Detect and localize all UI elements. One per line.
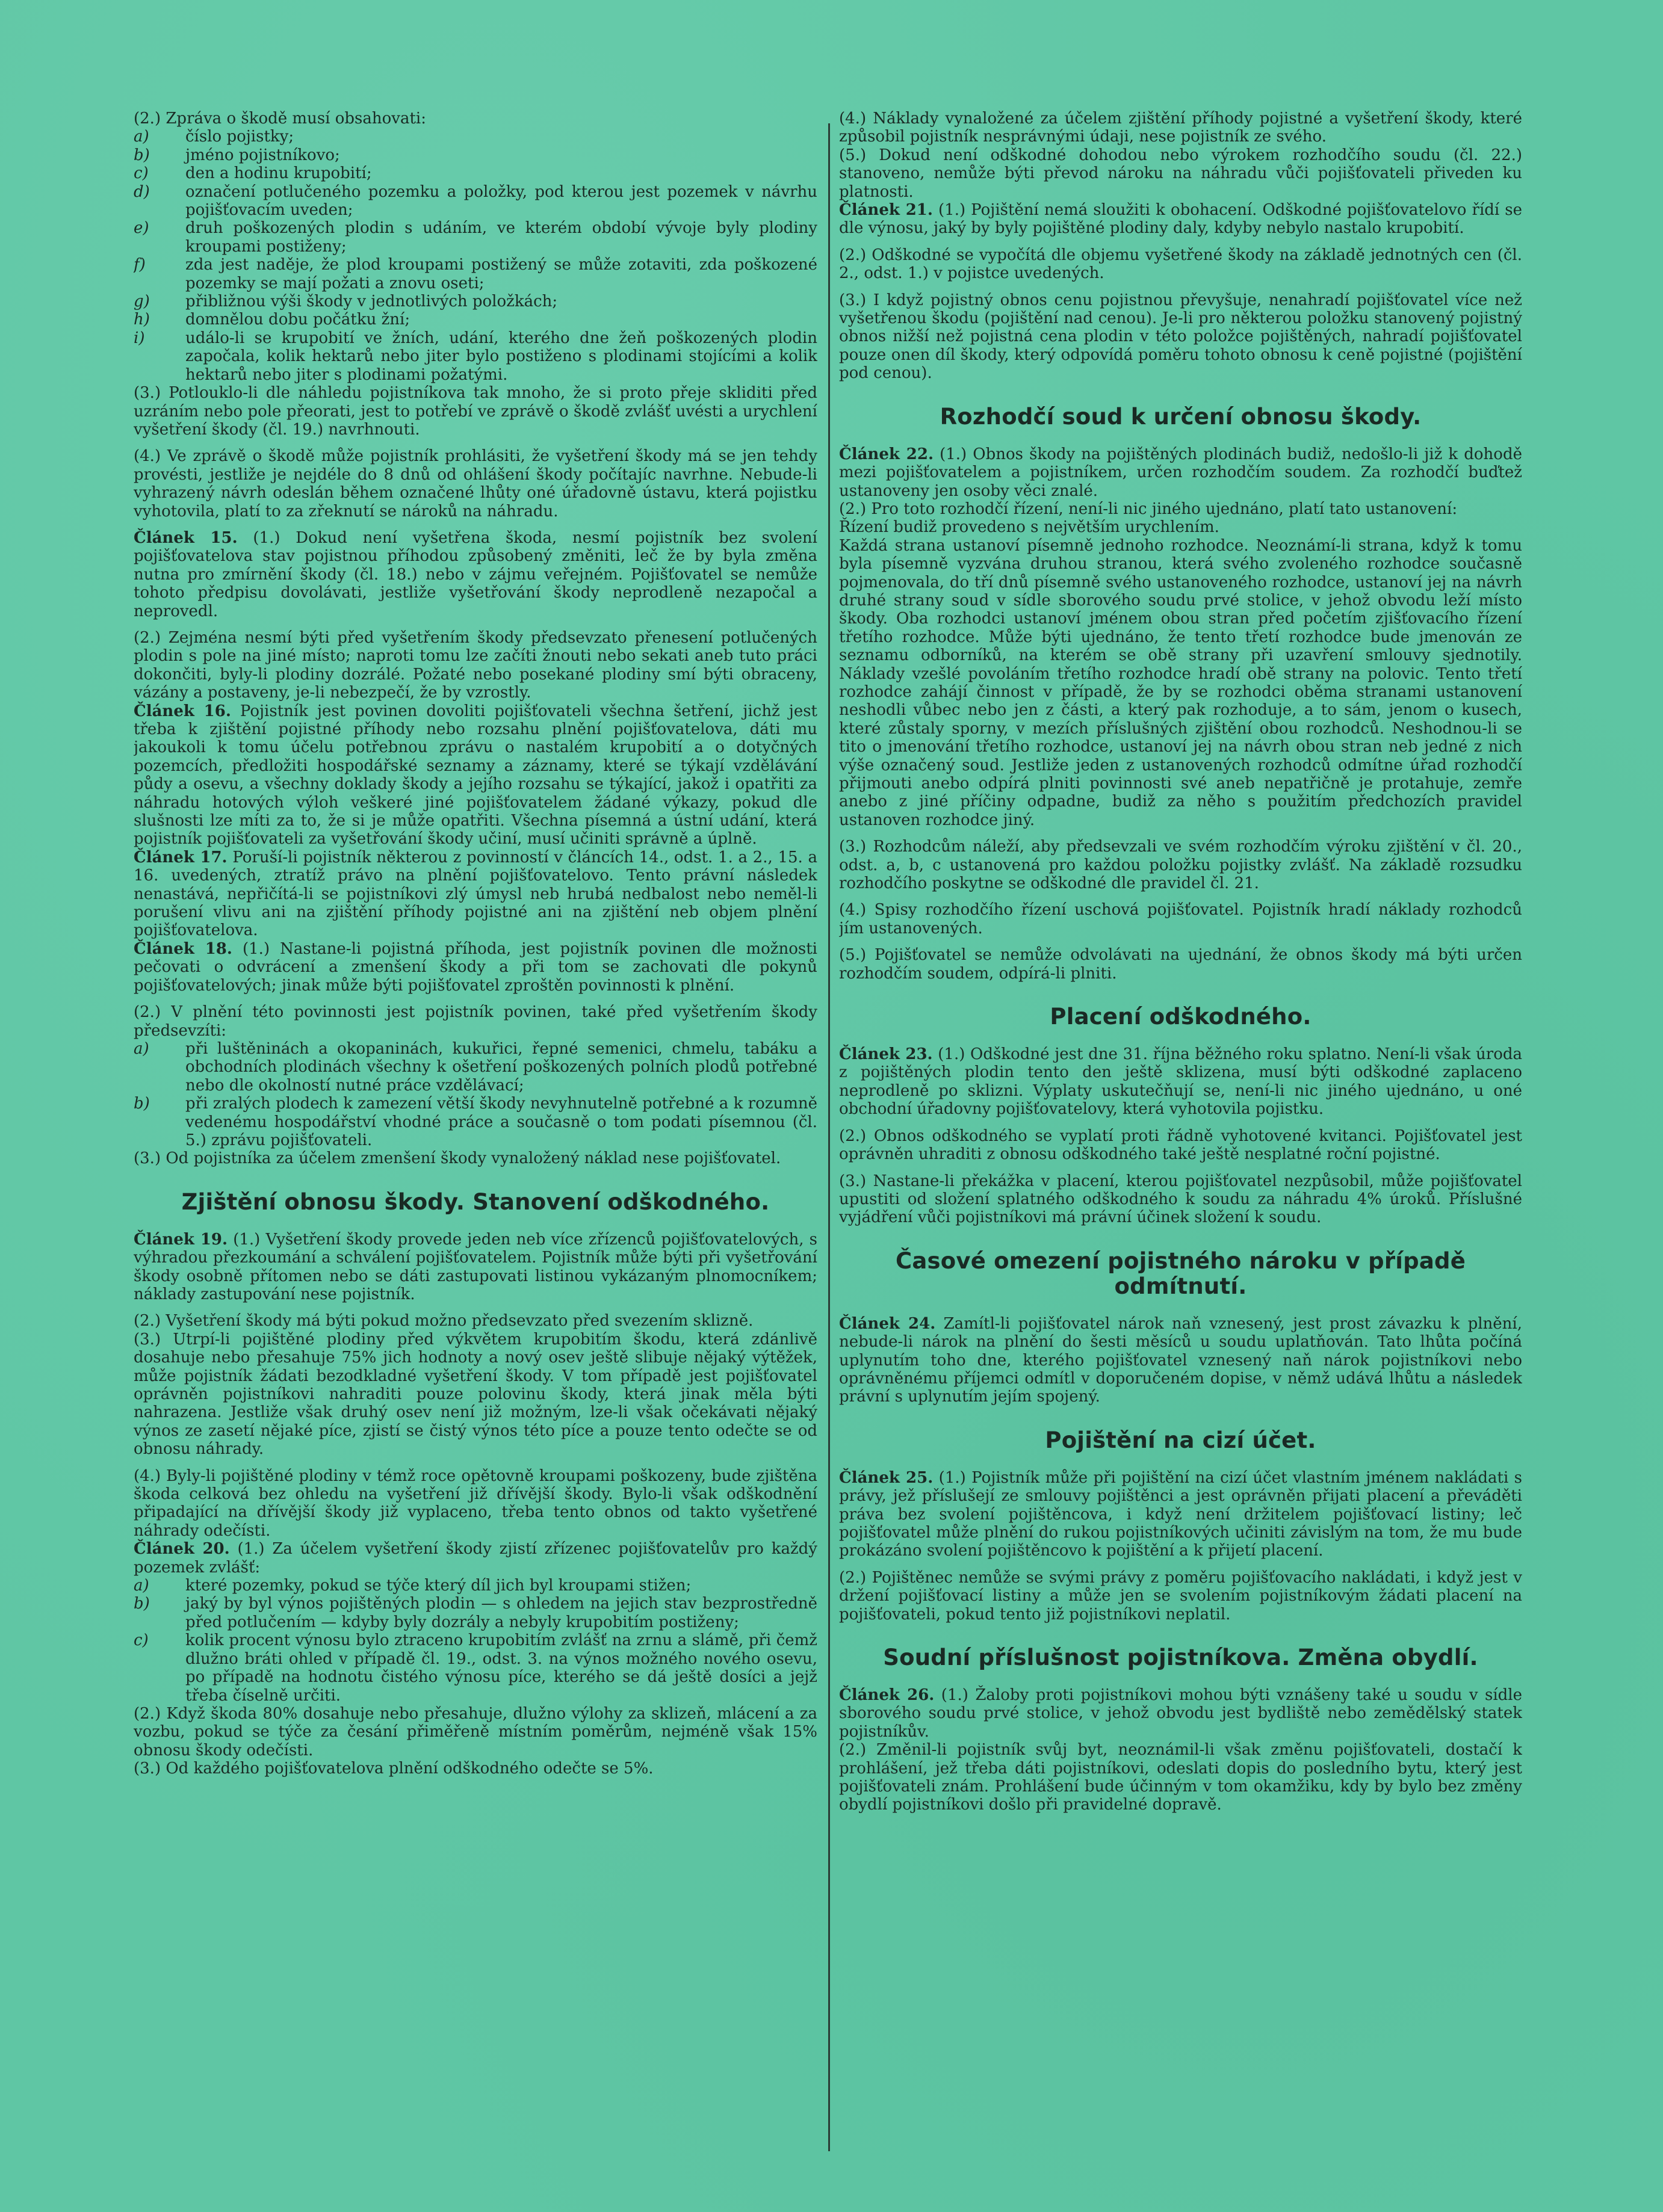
paragraph <box>839 1741 1522 1814</box>
article-label: Článek 23. <box>839 1045 933 1064</box>
paragraph-text: (1.) Vyšetření škody provede jeden neb více zřízenců pojišťovatelových, s výhradou přezkoumání a schválení pojišťovatelem. Pojistník může býti při vyšetřování škody osobně přítomen nebo se dáti zastupovati listinou vykázaným plnomocníkem; náklady zastupování nese pojistník. <box>134 1230 817 1303</box>
list-marker: i) <box>134 329 145 347</box>
list-item-text: jméno pojistníkovo; <box>185 146 340 164</box>
list-marker: c) <box>134 164 149 183</box>
paragraph <box>134 110 817 128</box>
paragraph-gap <box>134 1459 817 1467</box>
paragraph <box>839 946 1522 983</box>
paragraph-gap <box>839 283 1522 291</box>
article-label: Článek 17. <box>134 848 228 867</box>
paragraph <box>839 1569 1522 1623</box>
paragraph-text: (5.) Dokud není odškodné dohodou nebo výrokem rozhodčího soudu (čl. 22.) stanoveno, nemůže býti převod nároku na náhradu vůči pojišťovateli přiveden ku platnosti. <box>839 146 1522 201</box>
section-heading: Placení odškodného. <box>1050 1004 1312 1030</box>
paragraph <box>839 1127 1522 1164</box>
paragraph-text: (5.) Pojišťovatel se nemůže odvolávati na ujednání, že obnos škody má býti určen rozhodčím soudem, odpírá-li plniti. <box>839 946 1522 983</box>
article-label: Článek 22. <box>839 445 934 463</box>
paragraph-text: Každá strana ustanoví písemně jednoho rozhodce. Neoznámí-li strana, když k tomu byla písemně vyzvána druhou stranou, která svého zvoleného rozhodce současně pojmenovala, do tří dnů písemně svého ustanoveného rozhodce, ustanoví jej na návrh druhé strany soud v sídle sborového soudu prvé stolice, v jehož obvodu leží místo škody. Oba rozhodci ustanoví jménem obou stran před početím zjišťovacího řízení třetího rozhodce. Může býti ujednáno, že tento třetí rozhodce bude jmenován ze seznamu odborníků, na kterém se obě strany při uzavření smlouvy sjednotily. Náklady vzešlé povoláním třetího rozhodce hradí obě strany na polovic. Tento třetí rozhodce zahájí činnost v případě, že by se rozhodci oběma stranami ustanovení neshodli vůbec nebo jen z části, a který pak rozhoduje, a to sám, jenom o kusech, které zůstaly sporny, v mezích příslušných zjištění obou rozhodců. Neshodnou-li se tito o jmenování třetího rozhodce, ustanoví jej na návrh obou stran neb jedné z nich výše označený soud. Jestliže jeden z ustanovených rozhodců odmítne úřad rozhodčí přijmouti anebo odpírá plniti povinnosti své aneb nepatřičně je protahuje, zemře anebo z jiné příčiny odpadne, budiž za něho s použitím předchozích pravidel ustanoven rozhodce jiný. <box>839 536 1522 829</box>
left-column <box>134 110 817 2180</box>
paragraph-text: (1.) Žaloby proti pojistníkovi mohou býti vznášeny také u soudu v sídle sborového soudu prvé stolice, v jehož obvodu jest bydliště nebo zemědělský statek pojistníkův. <box>839 1686 1522 1741</box>
list-item <box>134 256 817 292</box>
paragraph <box>839 110 1522 146</box>
paragraph-text: (1.) Za účelem vyšetření škody zjistí zřízenec pojišťovatelův pro každý pozemek zvlášť: <box>134 1540 817 1577</box>
paragraph <box>839 500 1522 518</box>
section-heading: Rozhodčí soud k určení obnosu škody. <box>940 403 1422 430</box>
list-item-text: při luštěninách a okopaninách, kukuřici, řepné semenici, chmelu, tabáku a obchodních plodinách všechny k ošetření poškozených polních plodů potřebné nebo dle okolností nutné práce vzdělávací; <box>185 1039 817 1095</box>
paragraph-text: (4.) Byly-li pojištěné plodiny v témž roce opětovně kroupami poškozeny, bude zjištěna škoda celková bez ohledu na vyšetření již dřívější škody. Bylo-li však odškodnění připadající na dřívější škody již vyplaceno, třeba tento obnos od takto vyšetřené náhrady odečísti. <box>134 1466 817 1540</box>
paragraph-text: (3.) Nastane-li překážka v placení, kterou pojišťovatel nezpůsobil, může pojišťovatel upustiti od složení splatného odškodného k soudu za náhradu 4% úroků. Příslušné vyjádření vůči pojistníkovi má právní účinek složení k soudu. <box>839 1172 1522 1227</box>
list-marker: g) <box>134 292 150 311</box>
article-paragraph <box>839 1469 1522 1560</box>
article-label: Článek 20. <box>134 1540 230 1559</box>
paragraph-text: (3.) Od každého pojišťovatelova plnění odškodného odečte se 5%. <box>134 1759 654 1778</box>
paragraph-gap <box>134 995 817 1003</box>
list-item <box>134 1040 817 1095</box>
article-label: Článek 16. <box>134 702 231 720</box>
list-item-text: den a hodinu krupobití; <box>185 164 372 183</box>
paragraph-text: (2.) Zpráva o škodě musí obsahovati: <box>134 110 426 128</box>
paragraph-text: (2.) Pro toto rozhodčí řízení, není-li nic jiného ujednáno, platí tato ustanovení: <box>839 499 1458 518</box>
list-item-text: označení potlučeného pozemku a položky, pod kterou jest pozemek v návrhu pojišťovacím uveden; <box>185 182 817 220</box>
paragraph-text: Řízení budiž provedeno s největším urychlením. <box>839 518 1219 537</box>
article-label: Článek 15. <box>134 528 238 547</box>
paragraph-text: (4.) Náklady vynaložené za účelem zjištění příhody pojistné a vyšetření škody, které způsobil pojistník nesprávnými údaji, nese pojistník ze svého. <box>839 110 1522 146</box>
paragraph-text: (1.) Dokud není vyšetřena škoda, nesmí pojistník bez svolení pojišťovatelova stav pojistnou příhodou způsobený změniti, leč že by byla změna nutna pro zmírnění škody (čl. 18.) nebo v zájmu veřejném. Pojišťovatel se nemůže tohoto předpisu dovolávati, jestliže vyšetřování škody neprodleně nezapočal a neprovedl. <box>134 528 817 620</box>
section-heading: Soudní příslušnost pojistníkova. Změna obydlí. <box>883 1645 1478 1670</box>
list-item <box>134 146 817 164</box>
list-item <box>134 183 817 220</box>
list-marker: b) <box>134 146 150 164</box>
paragraph-text: (3.) I když pojistný obnos cenu pojistnou převyšuje, nenahradí pojišťovatel více než vyšetřenou škodu (pojištění nad cenou). Je-li pro některou položku stanovený pojistný obnos nižší než pojistná cena plodin v této položce pojištěných, nahradí pojišťovatel pouze onen díl škody, který odpovídá poměru tohoto obnosu k ceně pojistné (pojištění pod cenou). <box>839 291 1522 383</box>
list-marker: e) <box>134 219 149 238</box>
paragraph <box>839 537 1522 830</box>
article-paragraph <box>134 1540 817 1577</box>
article-label: Článek 18. <box>134 939 232 958</box>
paragraph-text: (2.) V plnění této povinnosti jest pojistník povinen, také před vyšetřením škody předsevzíti: <box>134 1003 817 1040</box>
paragraph-text: Zamítl-li pojišťovatel nárok naň vznesený, jest prost závazku k plnění, nebude-li nárok na plnění do šesti měsíců u soudu uplatňován. Tato lhůta počíná uplynutím toho dne, kterého pojišťovatel vznesený naň nárok pojistníkovi nebo oprávněnému příjemci odmítl v doporučeném dopise, v němž udává lhůtu a následek právní s uplynutím jejím spojený. <box>839 1314 1522 1406</box>
article-paragraph <box>839 1315 1522 1406</box>
paragraph-text: (2.) Odškodné se vypočítá dle objemu vyšetřené škody na základě jednotných cen (čl. 2., odst. 1.) v pojistce uvedených. <box>839 246 1522 283</box>
list-item <box>134 1577 817 1595</box>
paragraph-gap <box>839 1560 1522 1569</box>
paragraph <box>839 246 1522 283</box>
list-item-text: zda jest naděje, že plod kroupami postižený se může zotaviti, zda poškozené pozemky se mají požati a znovu oseti; <box>185 256 817 292</box>
list-marker: c) <box>134 1631 149 1650</box>
list-item <box>134 329 817 384</box>
paragraph-text: Poruší-li pojistník některou z povinností v článcích 14., odst. 1. a 2., 15. a 16. uvedených, ztratíž právo na plnění pojišťovatelovo. Tento právní následek nenastává, nepřičítá-li se pojistníkovi zlý úmysl neb hrubá nedbalost nebo neměl-li porušení vlivu ani na zjištění příhody pojistné ani na zjištění neb objem plnění pojišťovatelova. <box>134 848 817 940</box>
list-item <box>134 128 817 146</box>
list-marker: a) <box>134 1577 149 1595</box>
paragraph <box>839 838 1522 892</box>
paragraph-text: (3.) Rozhodcům náleží, aby předsevzali ve svém rozhodčím výroku zjištění v čl. 20., odst. a, b, c ustanovená pro každou položku pojistky zvlášť. Na základě rozsudku rozhodčího poskytne se odškodné dle pravidel čl. 21. <box>839 838 1522 893</box>
paragraph-gap <box>839 238 1522 246</box>
paragraph-gap <box>134 620 817 629</box>
section-heading: Zjištění obnosu škody. Stanovení odškodného. <box>181 1188 770 1215</box>
right-column <box>839 110 1522 2180</box>
paragraph-gap <box>839 892 1522 901</box>
column-divider <box>828 123 830 2151</box>
article-label: Článek 26. <box>839 1686 935 1704</box>
paragraph-text: (4.) Ve zprávě o škodě může pojistník prohlásiti, že vyšetření škody má se jen tehdy provésti, jestliže je nejdéle do 8 dnů od ohlášení škody počítajíc navrhne. Nebude-li vyhrazený návrh odeslán během označené lhůty oné úřadovně ústavu, která pojistku vyhotovila, platí to za zřeknutí se nároků na náhradu. <box>134 447 817 521</box>
article-paragraph <box>839 445 1522 500</box>
list-item-text: při zralých plodech k zamezení větší škody nevyhnutelně potřebné a k rozumně vedenému hospodářství vhodné práce a současně o tom podati písemnou (čl. 5.) zprávu pojišťovateli. <box>185 1095 817 1149</box>
paragraph <box>134 1467 817 1540</box>
list-item <box>134 310 817 329</box>
paragraph-text: (2.) Pojištěnec nemůže se svými právy z poměru pojišťovacího nakládati, i když jest v držení pojišťovací listiny a může jen se svolením pojistníkovým žádati placení na pojišťovateli, pokud tento již pojistníkovi neplatil. <box>839 1568 1522 1623</box>
paragraph <box>134 1330 817 1459</box>
paragraph-gap <box>839 1119 1522 1127</box>
list-marker: f) <box>134 256 146 274</box>
article-paragraph <box>839 201 1522 238</box>
article-label: Článek 24. <box>839 1314 936 1333</box>
paragraph-gap <box>134 521 817 529</box>
paragraph-text: (2.) Změnil-li pojistník svůj byt, neoznámil-li však změnu pojišťovateli, dostačí k prohlášení, jež třeba dáti pojistníkovi, odeslati dopis do posledního bytu, který jest pojišťovateli znám. Prohlášení bude účinným v tom okamžiku, kdy by bylo bez změny obydlí pojistníkovi došlo při pravidelné dopravě. <box>839 1741 1522 1814</box>
paragraph <box>134 629 817 702</box>
list-marker: d) <box>134 182 150 201</box>
list-item <box>134 1095 817 1149</box>
article-paragraph <box>134 1231 817 1304</box>
paragraph-text: (2.) Vyšetření škody má býti pokud možno předsevzato před svezením sklizně. <box>134 1312 754 1330</box>
paragraph-text: (3.) Potlouklo-li dle náhledu pojistníkova tak mnoho, že si proto přeje skliditi před uzráním nebo pole přeorati, jest to potřebí ve zprávě o škodě zvlášť uvésti a urychlení vyšetření škody (čl. 19.) navrhnouti. <box>134 384 817 439</box>
paragraph-text: (4.) Spisy rozhodčího řízení uschová pojišťovatel. Pojistník hradí náklady rozhodců jím ustanovených. <box>839 901 1522 938</box>
list-marker: b) <box>134 1095 150 1113</box>
list-item <box>134 1595 817 1631</box>
paragraph-gap <box>839 1164 1522 1172</box>
paragraph <box>134 1003 817 1040</box>
list-item-text: událo-li se krupobití ve žních, udání, kterého dne žeň poškozených plodin započala, kolik hektarů nebo jiter bylo postiženo s plodinami stojícími a kolik hektarů nebo jiter s plodinami požatými. <box>185 329 817 384</box>
paragraph <box>839 146 1522 201</box>
paragraph-gap <box>839 938 1522 946</box>
paragraph <box>134 384 817 439</box>
article-paragraph <box>134 848 817 940</box>
paragraph <box>839 901 1522 938</box>
paragraph <box>839 291 1522 383</box>
list-item-text: druh poškozených plodin s udáním, ve kterém období vývoje byly plodiny kroupami postiženy; <box>185 219 817 256</box>
paragraph-text: (1.) Pojistník může při pojištění na cizí účet vlastním jménem nakládati s právy, jež příslušejí ze smlouvy pojištěnci a jest oprávněn přijati placení a převáděti práva bez svolení pojištěncova, i když není držitelem pojišťovací listiny; leč pojišťovatel může plnění do rukou pojistníkových učiniti závislým na tom, že mu bude prokázáno svolení pojištěncovo k pojištění a k přijetí placení. <box>839 1468 1522 1560</box>
list-marker: a) <box>134 1039 149 1058</box>
paragraph <box>134 447 817 521</box>
paragraph-text: (3.) Utrpí-li pojištěné plodiny před výkvětem krupobitím škodu, která zdánlivě dosahuje nebo přesahuje 75% jich hodnoty a nový osev ještě slibuje nějaký výtěžek, může pojistník žádati bezodkladné vyšetření škody. V tom případě jest pojišťovatel oprávněn pojistníkovi nahraditi pouze polovinu škody, která jinak měla býti nahrazena. Jestliže však druhý osev není již možným, lze-li však očekávati nějaký výnos ze zasetí nějaké píce, zjistí se čistý výnos této píce a pouze tento odečte se od obnosu náhrady. <box>134 1330 817 1459</box>
list-item <box>134 292 817 310</box>
article-paragraph <box>839 1686 1522 1741</box>
paragraph <box>839 1172 1522 1227</box>
article-label: Článek 19. <box>134 1230 228 1249</box>
article-paragraph <box>134 529 817 620</box>
paragraph-text: (2.) Zejména nesmí býti před vyšetřením škody předsevzato přenesení potlučených plodin s pole na jiné místo; naproti tomu lze začíti žnouti nebo sekati aneb tuto práci dokončiti, byly-li plodiny dozrálé. Požaté nebo posekané plodiny smí býti obraceny, vázány a postaveny, je-li nebezpečí, že by vzrostly. <box>134 628 817 702</box>
article-label: Článek 21. <box>839 201 933 220</box>
article-label: Článek 25. <box>839 1468 934 1487</box>
section-heading: Časové omezení pojistného nároku v případě odmítnutí. <box>896 1247 1466 1299</box>
list-marker: h) <box>134 310 150 329</box>
paragraph <box>134 1312 817 1330</box>
paragraph-text: (3.) Od pojistníka za účelem zmenšení škody vynaložený náklad nese pojišťovatel. <box>134 1149 781 1168</box>
paragraph-gap <box>839 829 1522 838</box>
list-item-text: kolik procent výnosu bylo ztraceno krupobitím zvlášť na zrnu a slámě, při čemž dlužno bráti ohled v případě čl. 19., odst. 3. na výnos možného nového osevu, po případě na hodnotu čistého výnosu píce, kterého se dá ještě dosíci a jejž třeba číselně určiti. <box>185 1631 817 1705</box>
section-heading: Pojištění na cizí účet. <box>1045 1427 1316 1453</box>
paragraph <box>134 1705 817 1759</box>
list-marker: a) <box>134 128 149 146</box>
list-item-text: číslo pojistky; <box>185 128 294 146</box>
list-item-text: domnělou dobu počátku žní; <box>185 310 410 329</box>
paragraph-text: Pojistník jest povinen dovoliti pojišťovateli všechna šetření, jichž jest třeba k zjištění pojistné příhody nebo rozsahu plnění pojišťovatelova, dáti mu jakoukoli k tomu účelu potřebnou zprávu o nastalém krupobití a o dotyčných pozemcích, předložiti hospodářské seznamy a záznamy, které se týkají vzdělávání půdy a osevu, a všechny doklady škody a jejího rozsahu se týkající, jakož i opatřiti za náhradu hotových výloh veškeré jiné pojišťovatelem žádané výkazy, pokud dle slušnosti lze míti za to, že si je může opatřiti. Všechna písemná a ústní udání, která pojistník pojišťovateli za vyšetřování škody učiní, musí učiniti správně a úplně. <box>134 702 817 848</box>
list-item <box>134 1631 817 1705</box>
paragraph <box>839 518 1522 536</box>
paragraph-gap <box>134 1303 817 1312</box>
list-item <box>134 219 817 256</box>
paragraph-text: (1.) Odškodné jest dne 31. října běžného roku splatno. Není-li však úroda z pojištěných plodin tento den ještě sklizena, musí býti odškodné zaplaceno neprodleně po sklizni. Výplaty uskutečňují se, není-li nic jiného ujednáno, u oné obchodní úřadovny pojišťovatelovy, která vyhotovila pojistku. <box>839 1045 1522 1119</box>
list-item-text: které pozemky, pokud se týče který díl jich byl kroupami stižen; <box>185 1577 692 1595</box>
paragraph-gap <box>134 439 817 447</box>
paragraph <box>134 1759 817 1778</box>
list-item <box>134 164 817 182</box>
paragraph-text: (1.) Pojištění nemá sloužiti k obohacení. Odškodné pojišťovatelovo řídí se dle výnosu, jaký by byly pojištěné plodiny daly, kdyby nebylo nastalo krupobití. <box>839 201 1522 238</box>
article-paragraph <box>134 702 817 848</box>
article-paragraph <box>134 940 817 995</box>
paragraph-text: (2.) Obnos odškodného se vyplatí proti řádně vyhotovené kvitanci. Pojišťovatel jest oprávněn uhraditi z obnosu odškodného také ještě nesplatné roční pojistné. <box>839 1126 1522 1164</box>
list-item-text: jaký by byl výnos pojištěných plodin — s ohledem na jejich stav bezprostředně před potlučením — kdyby byly dozrály a nebyly krupobitím postiženy; <box>185 1595 817 1631</box>
paragraph-text: (2.) Když škoda 80% dosahuje nebo přesahuje, dlužno výlohy za sklizeň, mlácení a za vozbu, pokud se týče za česání přiměřeně místním poměrům, nejméně však 15% obnosu škody odečísti. <box>134 1704 817 1759</box>
paragraph-text: (1.) Obnos škody na pojištěných plodinách budiž, nedošlo-li již k dohodě mezi pojišťovatelem a pojistníkem, určen rozhodčím soudem. Za rozhodčí buďtež ustanoveny jen osoby věci znalé. <box>839 445 1522 500</box>
article-paragraph <box>839 1045 1522 1119</box>
list-marker: b) <box>134 1595 150 1613</box>
paragraph <box>134 1149 817 1167</box>
list-item-text: přibližnou výši škody v jednotlivých položkách; <box>185 292 558 311</box>
paragraph-text: (1.) Nastane-li pojistná příhoda, jest pojistník povinen dle možnosti pečovati o odvrácení a zmenšení škody a při tom se zachovati dle pokynů pojišťovatelových; jinak může býti pojišťovatel zproštěn povinnosti k plnění. <box>134 939 817 995</box>
